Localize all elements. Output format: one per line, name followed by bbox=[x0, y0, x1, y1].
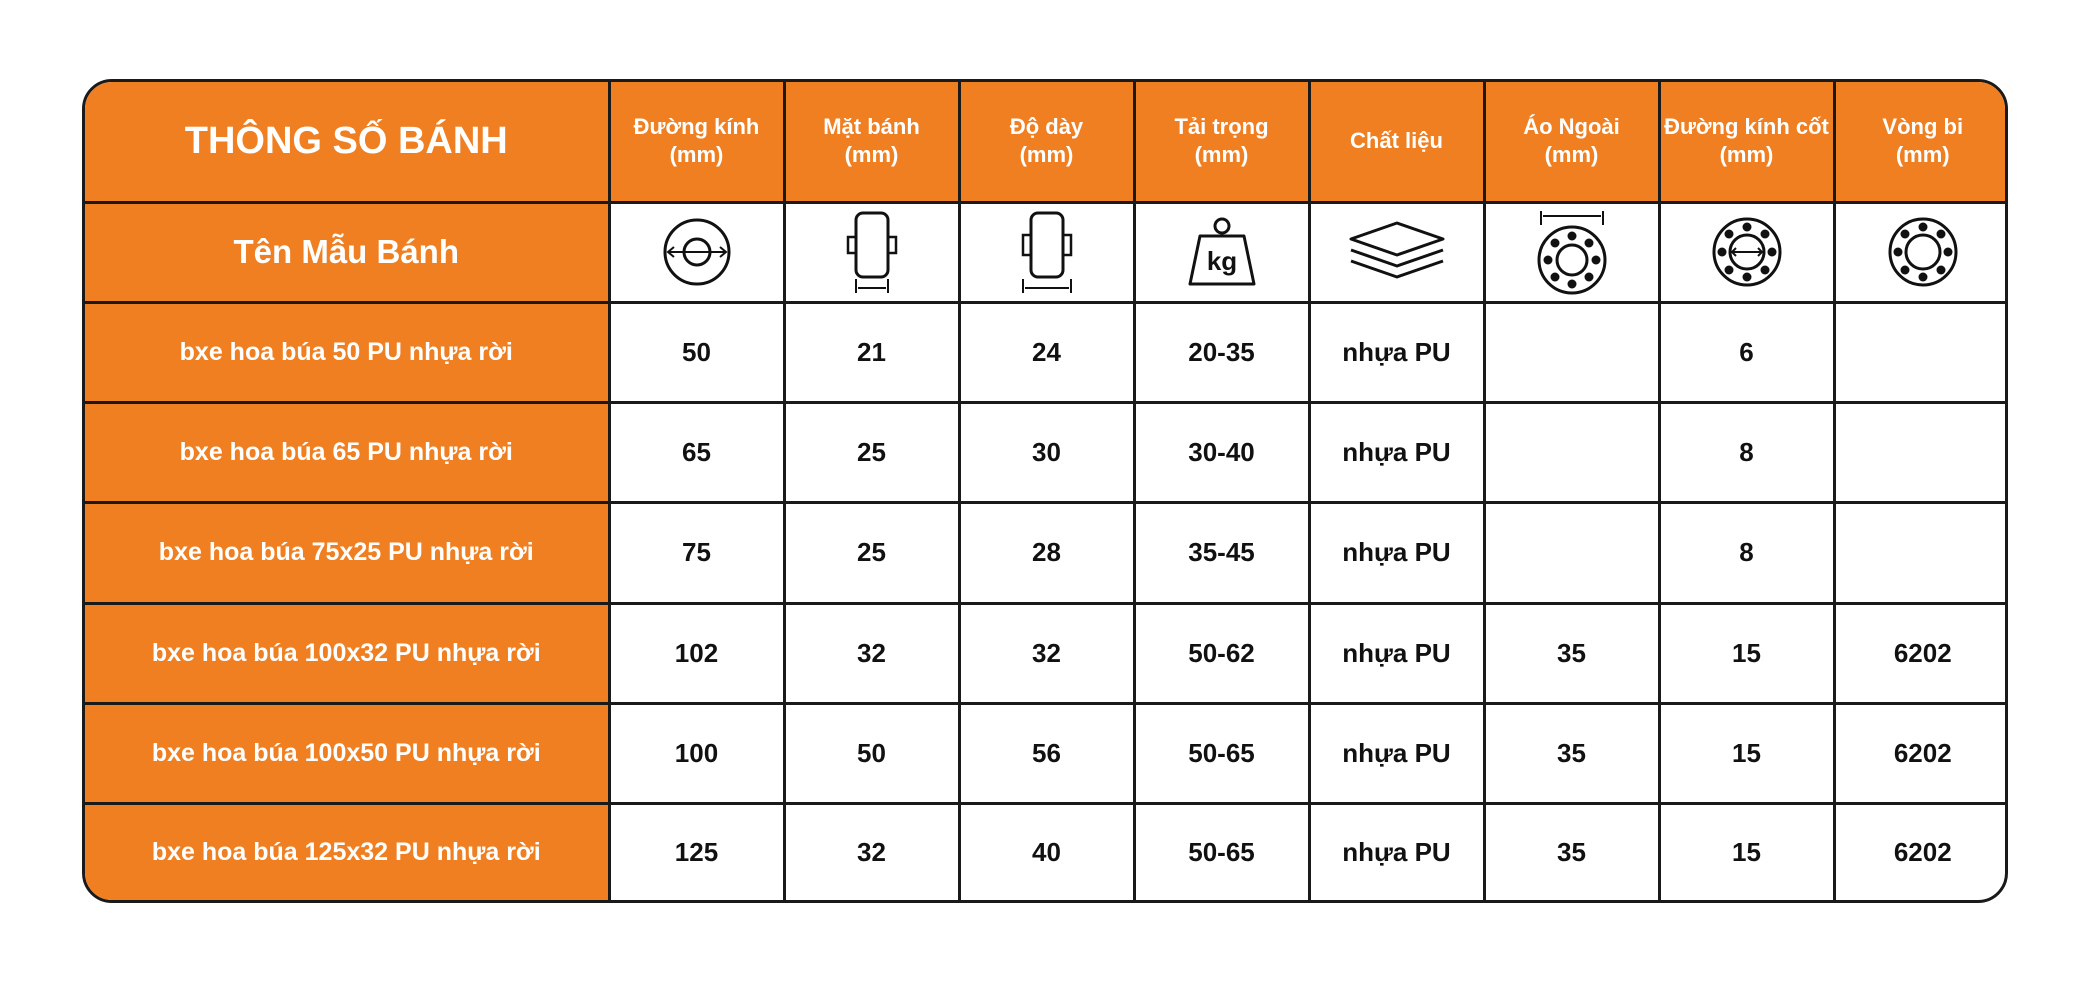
bearing-icon bbox=[1885, 214, 1961, 290]
col-header-unit: (mm) bbox=[844, 142, 899, 168]
col-header-thickness bbox=[959, 82, 1134, 202]
kg-weight-icon bbox=[1186, 214, 1258, 290]
col-header-label: Mặt bánh bbox=[823, 113, 920, 139]
col-header-unit: (mm) bbox=[1544, 142, 1599, 168]
cell-outer: 35 bbox=[1484, 704, 1659, 804]
col-header-label: Tải trọng bbox=[1174, 113, 1269, 139]
cell-outer bbox=[1484, 503, 1659, 603]
col-header-label: Đường kính bbox=[633, 113, 760, 139]
cell-thickness: 28 bbox=[959, 503, 1134, 603]
col-header-axle bbox=[1659, 82, 1834, 202]
col-header-face bbox=[784, 82, 959, 202]
cell-axle: 6 bbox=[1659, 302, 1834, 402]
cell-axle: 15 bbox=[1659, 804, 1834, 900]
cell-load: 50-62 bbox=[1134, 603, 1309, 703]
col-header-unit: (mm) bbox=[1019, 142, 1074, 168]
col-header-label: Áo Ngoài bbox=[1523, 113, 1620, 139]
cell-bearing bbox=[1834, 503, 2008, 603]
cell-face: 25 bbox=[784, 503, 959, 603]
cell-face: 21 bbox=[784, 302, 959, 402]
table-title: THÔNG SỐ BÁNH bbox=[85, 82, 609, 202]
cell-thickness: 56 bbox=[959, 704, 1134, 804]
table-row bbox=[85, 603, 2008, 703]
col-header-material bbox=[1309, 82, 1484, 202]
cell-outer bbox=[1484, 402, 1659, 502]
col-header-label: Vòng bi bbox=[1882, 113, 1964, 139]
table-row bbox=[85, 302, 2008, 402]
cell-material: nhựa PU bbox=[1309, 704, 1484, 804]
cell-bearing bbox=[1834, 402, 2008, 502]
cell-diameter: 75 bbox=[609, 503, 784, 603]
col-header-outer bbox=[1484, 82, 1659, 202]
cell-load: 20-35 bbox=[1134, 302, 1309, 402]
axle-diameter-icon bbox=[1709, 214, 1785, 290]
cell-bearing bbox=[1834, 302, 2008, 402]
cell-diameter: 102 bbox=[609, 603, 784, 703]
col-header-load bbox=[1134, 82, 1309, 202]
cell-thickness: 30 bbox=[959, 402, 1134, 502]
row-name: bxe hoa búa 100x50 PU nhựa rời bbox=[85, 704, 609, 804]
table-row bbox=[85, 804, 2008, 900]
table-row bbox=[85, 704, 2008, 804]
cell-diameter: 100 bbox=[609, 704, 784, 804]
svg-text:kg: kg bbox=[1206, 246, 1237, 276]
col-header-label: Đường kính cốt bbox=[1664, 113, 1829, 139]
cell-material: nhựa PU bbox=[1309, 302, 1484, 402]
cell-face: 32 bbox=[784, 603, 959, 703]
cell-load: 35-45 bbox=[1134, 503, 1309, 603]
cell-outer: 35 bbox=[1484, 804, 1659, 900]
table-row bbox=[85, 503, 2008, 603]
row-name: bxe hoa búa 75x25 PU nhựa rời bbox=[85, 503, 609, 603]
icon-row bbox=[85, 202, 2008, 302]
outer-ring-icon bbox=[1529, 207, 1615, 297]
table-subtitle: Tên Mẫu Bánh bbox=[85, 202, 609, 302]
wheel-face-width-icon bbox=[842, 209, 902, 295]
material-layers-icon bbox=[1347, 219, 1447, 285]
cell-material: nhựa PU bbox=[1309, 603, 1484, 703]
wheel-spec-table bbox=[85, 82, 2008, 900]
wheel-thickness-icon bbox=[1017, 209, 1077, 295]
cell-thickness: 40 bbox=[959, 804, 1134, 900]
row-name: bxe hoa búa 50 PU nhựa rời bbox=[85, 302, 609, 402]
cell-diameter: 125 bbox=[609, 804, 784, 900]
cell-load: 50-65 bbox=[1134, 704, 1309, 804]
cell-material: nhựa PU bbox=[1309, 402, 1484, 502]
cell-bearing: 6202 bbox=[1834, 704, 2008, 804]
header-row bbox=[85, 82, 2008, 202]
cell-axle: 8 bbox=[1659, 402, 1834, 502]
row-name: bxe hoa búa 125x32 PU nhựa rời bbox=[85, 804, 609, 900]
cell-face: 32 bbox=[784, 804, 959, 900]
cell-outer bbox=[1484, 302, 1659, 402]
wheel-diameter-icon bbox=[659, 214, 735, 290]
row-name: bxe hoa búa 65 PU nhựa rời bbox=[85, 402, 609, 502]
cell-load: 30-40 bbox=[1134, 402, 1309, 502]
col-header-unit: (mm) bbox=[1194, 142, 1249, 168]
col-header-diameter bbox=[609, 82, 784, 202]
cell-bearing: 6202 bbox=[1834, 603, 2008, 703]
cell-axle: 15 bbox=[1659, 704, 1834, 804]
table-row bbox=[85, 402, 2008, 502]
cell-axle: 8 bbox=[1659, 503, 1834, 603]
cell-bearing: 6202 bbox=[1834, 804, 2008, 900]
cell-face: 25 bbox=[784, 402, 959, 502]
spec-table-container bbox=[82, 79, 2008, 903]
col-header-unit: (mm) bbox=[1895, 142, 1950, 168]
cell-outer: 35 bbox=[1484, 603, 1659, 703]
col-header-unit: (mm) bbox=[1719, 142, 1774, 168]
cell-thickness: 24 bbox=[959, 302, 1134, 402]
cell-material: nhựa PU bbox=[1309, 503, 1484, 603]
col-header-label: Chất liệu bbox=[1350, 127, 1443, 153]
col-header-bearing bbox=[1834, 82, 2008, 202]
col-header-unit: (mm) bbox=[669, 142, 724, 168]
cell-face: 50 bbox=[784, 704, 959, 804]
cell-axle: 15 bbox=[1659, 603, 1834, 703]
cell-thickness: 32 bbox=[959, 603, 1134, 703]
row-name: bxe hoa búa 100x32 PU nhựa rời bbox=[85, 603, 609, 703]
cell-diameter: 50 bbox=[609, 302, 784, 402]
col-header-label: Độ dày bbox=[1009, 113, 1084, 139]
cell-diameter: 65 bbox=[609, 402, 784, 502]
cell-material: nhựa PU bbox=[1309, 804, 1484, 900]
cell-load: 50-65 bbox=[1134, 804, 1309, 900]
